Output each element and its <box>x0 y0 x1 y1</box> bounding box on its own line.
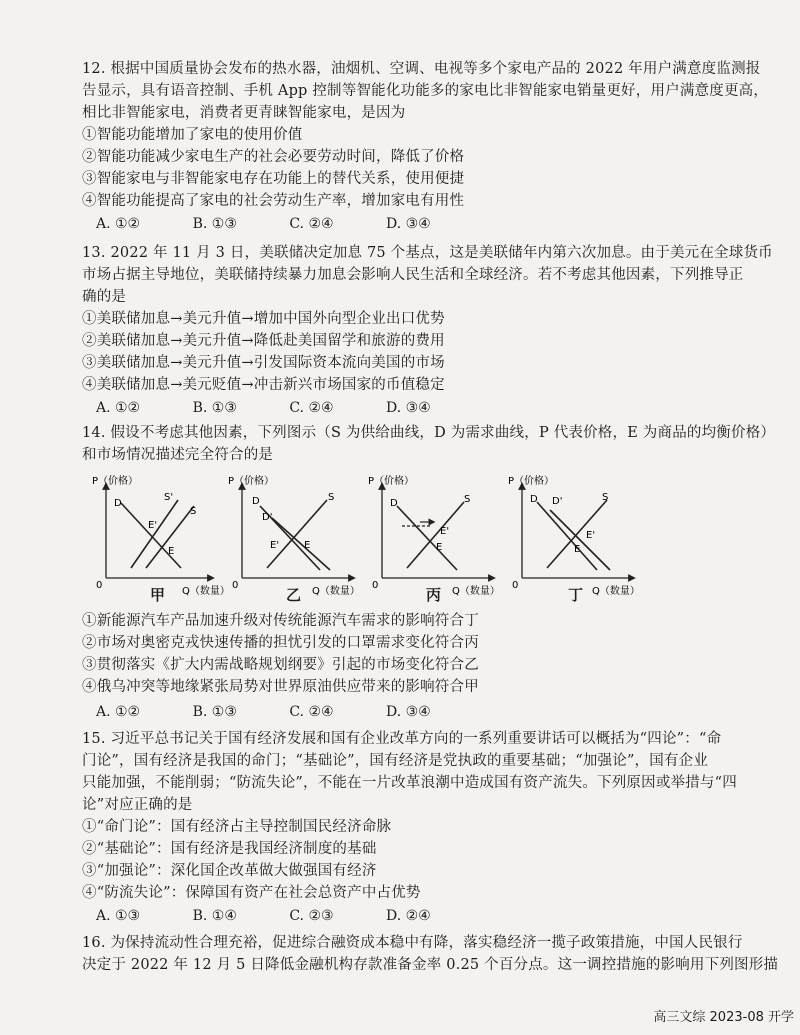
graph-jia-label-e: E <box>168 546 175 557</box>
q12-option-a[interactable]: A. ①② <box>96 216 141 232</box>
q15-choice-2: ②“基础论”：国有经济是我国经济制度的基础 <box>82 841 377 857</box>
q13-option-b[interactable]: B. ①③ <box>192 400 237 416</box>
graph-ding-label-e: E <box>574 544 581 555</box>
graph-yi-label-e-prime: E' <box>270 540 280 551</box>
q15-option-a[interactable]: A. ①③ <box>96 908 141 924</box>
graph-yi-demand-shifted <box>272 518 330 570</box>
graph-yi-supply-curve <box>267 500 327 568</box>
q15-line-3: 只能加强，不能削弱；“防流失论”，不能在一片改革浪潮中造成国有资产流失。下列原因或举措与“四 <box>82 775 737 791</box>
graph-yi-label-s: S <box>328 492 335 503</box>
graph-bing-ylabel: P（价格） <box>368 476 415 487</box>
graph-ding-label-d-prime: D' <box>552 496 563 507</box>
q13-option-a[interactable]: A. ①② <box>96 400 141 416</box>
q15-line-2: 门论”，国有经济是我国的命门；“基础论”，国有经济是党执政的重要基础；“加强论”，国有企业 <box>82 753 709 769</box>
graph-bing-supply-curve <box>407 502 464 568</box>
q14-options <box>96 704 479 720</box>
graph-ding-ylabel: P（价格） <box>508 476 555 487</box>
q15-option-b[interactable]: B. ①④ <box>192 908 237 924</box>
graph-ding-label-s: S <box>602 492 609 503</box>
q13-option-c[interactable]: C. ②④ <box>289 400 334 416</box>
q16-line-2: 决定于 2022 年 12 月 5 日降低金融机构存款准备金率 0.25 个百分点。这一调控措施的影响用下列图形描 <box>82 957 779 973</box>
graph-ding <box>508 476 682 603</box>
q13-option-d[interactable]: D. ③④ <box>386 400 431 416</box>
q15-options <box>96 908 479 924</box>
graph-yi-label-d: D <box>252 496 260 507</box>
graph-jia-xlabel: Q（数量） <box>182 586 230 597</box>
graph-bing-label-e-prime: E' <box>440 526 450 537</box>
q15-line-1: 15. 习近平总书记关于国有经济发展和国有企业改革方向的一系列重要讲话可以概括为“四论”：“命 <box>82 731 722 747</box>
graph-bing-label-e: E <box>436 542 443 553</box>
q12-choice-3: ③智能家电与非智能家电存在功能上的替代关系，使用便捷 <box>82 171 465 187</box>
q13-line-1: 13. 2022 年 11 月 3 日，美联储决定加息 75 个基点，这是美联储年内第六次加息。由于美元在全球货币 <box>82 245 773 261</box>
graph-yi-origin: 0 <box>232 580 239 591</box>
q14-option-b[interactable]: B. ①③ <box>192 704 237 720</box>
graph-yi-xlabel: Q（数量） <box>312 586 360 597</box>
q15-choice-4: ④“防流失论”：保障国有资产在社会总资产中占优势 <box>82 885 421 901</box>
q13-options <box>96 400 479 416</box>
graph-ding-demand-shifted <box>550 510 610 570</box>
q12-choice-1: ①智能功能增加了家电的使用价值 <box>82 127 303 143</box>
graph-jia-origin: 0 <box>96 580 103 591</box>
q15-choice-1: ①“命门论”：国有经济占主导控制国民经济命脉 <box>82 819 392 835</box>
graph-yi-caption: 乙 <box>286 586 302 604</box>
q12-line-1: 12. 根据中国质量协会发布的热水器，油烟机、空调、电视等多个家电产品的 2022 年用户满意度监测报 <box>82 61 761 77</box>
q16-line-1: 16. 为保持流动性合理充裕，促进综合融资成本稳中有降，落实稳经济一揽子政策措施，中国人民银行 <box>82 935 743 951</box>
q14-choice-4: ④俄乌冲突等地缘紧张局势对世界原油供应带来的影响符合甲 <box>82 679 479 695</box>
graph-ding-origin: 0 <box>512 580 519 591</box>
graph-yi-label-d-prime: D' <box>262 512 273 523</box>
q12-option-c[interactable]: C. ②④ <box>289 216 334 232</box>
q15-option-d[interactable]: D. ②④ <box>386 908 431 924</box>
q12-line-3: 相比非智能家电，消费者更青睐智能家电，是因为 <box>82 105 406 121</box>
page-footer: 高三文综 2023-08 开学 <box>653 1010 794 1025</box>
graph-jia-label-s: S <box>190 506 197 517</box>
q13-choice-1: ①美联储加息→美元升值→增加中国外向型企业出口优势 <box>82 311 445 327</box>
graph-bing-demand-curve <box>397 506 457 570</box>
graph-ding-xlabel: Q（数量） <box>592 586 640 597</box>
q14-line-1: 14. 假设不考虑其他因素，下列图示（S 为供给曲线，D 为需求曲线，P 代表价格，E 为商品的均衡价格） <box>82 425 776 441</box>
q15-choice-3: ③“加强论”：深化国企改革做大做强国有经济 <box>82 863 377 879</box>
graph-bing-caption: 丙 <box>426 586 442 604</box>
graph-bing-label-d: D <box>390 498 398 509</box>
q13-choice-3: ③美联储加息→美元升值→引发国际资本流向美国的市场 <box>82 355 445 371</box>
graph-yi-label-e: E <box>304 540 311 551</box>
q15-line-4: 论”对应正确的是 <box>82 797 193 813</box>
q14-option-c[interactable]: C. ②④ <box>289 704 334 720</box>
graph-yi-ylabel: P（价格） <box>228 476 275 487</box>
q15-option-c[interactable]: C. ②③ <box>289 908 334 924</box>
graph-jia-label-d: D <box>114 498 122 509</box>
graph-ding-caption: 丁 <box>568 586 584 604</box>
graph-bing-xlabel: Q（数量） <box>452 586 500 597</box>
q12-choice-2: ②智能功能减少家电生产的社会必要劳动时间，降低了价格 <box>82 149 465 165</box>
q12-option-d[interactable]: D. ③④ <box>386 216 431 232</box>
graph-ding-label-d: D <box>530 494 538 505</box>
graph-jia-ylabel: P（价格） <box>92 476 139 487</box>
q13-line-2: 市场占据主导地位，美联储持续暴力加息会影响人民生活和全球经济。若不考虑其他因素，下列推导正 <box>82 267 744 283</box>
q12-options <box>96 216 479 232</box>
q12-option-b[interactable]: B. ①③ <box>192 216 237 232</box>
q13-choice-2: ②美联储加息→美元升值→降低赴美国留学和旅游的费用 <box>82 333 445 349</box>
q13-line-3: 确的是 <box>82 289 127 305</box>
graph-jia-caption: 甲 <box>150 586 166 604</box>
q14-line-2: 和市场情况描述完全符合的是 <box>82 447 274 463</box>
q14-choice-1: ①新能源汽车产品加速升级对传统能源汽车需求的影响符合丁 <box>82 613 479 629</box>
q12-choice-4: ④智能功能提高了家电的社会劳动生产率，增加家电有用性 <box>82 193 465 209</box>
graph-bing-origin: 0 <box>372 580 379 591</box>
q12-line-2: 告显示，具有语音控制、手机 App 控制等智能化功能多的家电比非智能家电销量更好，用户满意度更高， <box>82 83 769 99</box>
graph-ding-label-e-prime: E' <box>586 530 596 541</box>
graph-jia-label-e-prime: E' <box>148 520 158 531</box>
graph-jia-label-s-prime: S' <box>164 492 174 503</box>
q14-option-d[interactable]: D. ③④ <box>386 704 431 720</box>
q14-choice-2: ②市场对奥密克戎快速传播的担忧引发的口罩需求变化符合丙 <box>82 635 479 651</box>
q13-choice-4: ④美联储加息→美元贬值→冲击新兴市场国家的币值稳定 <box>82 377 445 393</box>
q14-choice-3: ③贯彻落实《扩大内需战略规划纲要》引起的市场变化符合乙 <box>82 657 479 673</box>
q14-option-a[interactable]: A. ①② <box>96 704 141 720</box>
graph-ding-svg <box>508 476 682 603</box>
graph-bing-label-s: S <box>464 494 471 505</box>
